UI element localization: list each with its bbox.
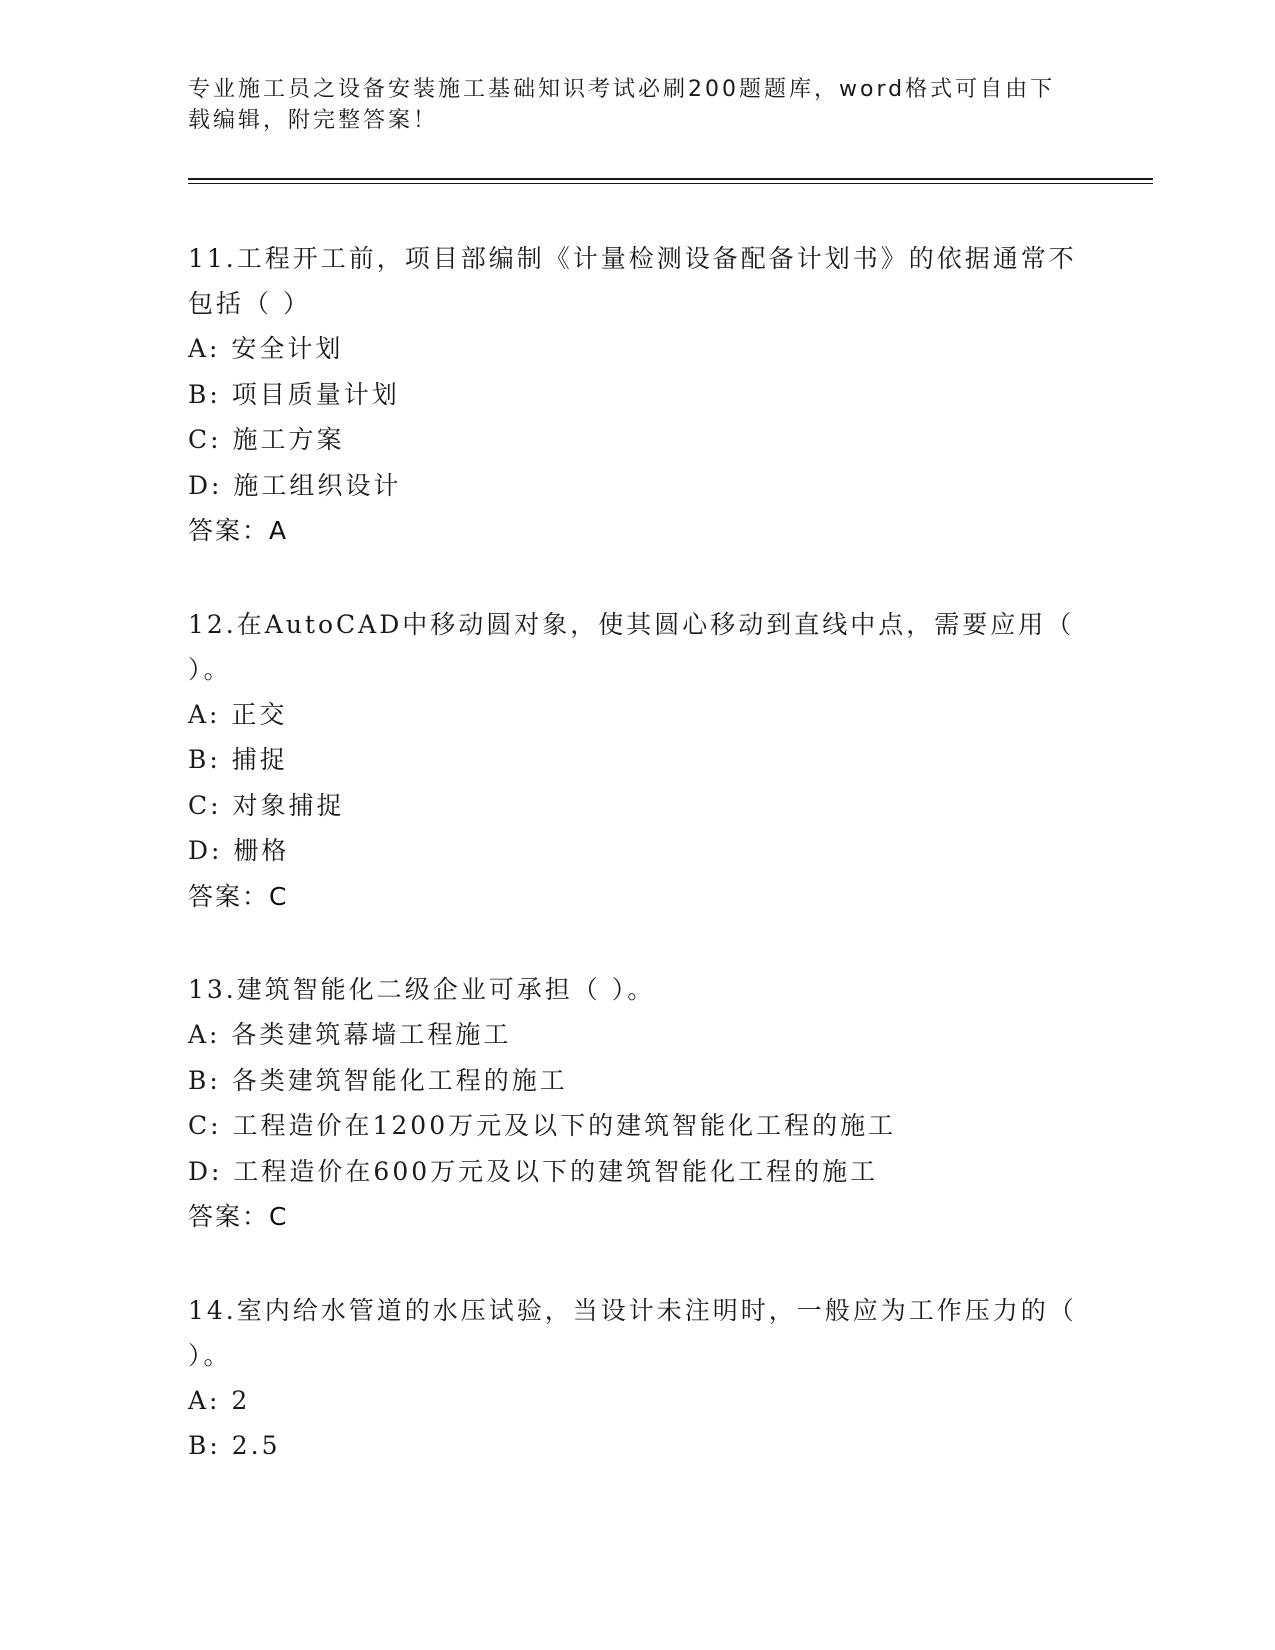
answer-line: 答案：C	[188, 881, 289, 911]
option-a: A: 正交	[188, 699, 288, 729]
question-12	[188, 602, 1088, 920]
question-11	[188, 236, 1088, 554]
header-divider-thin	[188, 183, 1153, 184]
option-d: D: 工程造价在600万元及以下的建筑智能化工程的施工	[188, 1156, 879, 1186]
question-list	[188, 236, 1088, 1469]
option-d: D: 施工组织设计	[188, 470, 402, 500]
question-stem: 12.在AutoCAD中移动圆对象，使其圆心移动到直线中点，需要应用（ ）。	[188, 609, 1075, 684]
option-a: A: 安全计划	[188, 334, 344, 363]
question-14	[188, 1288, 1088, 1469]
option-b: B: 各类建筑智能化工程的施工	[188, 1065, 568, 1095]
document-header: 专业施工员之设备安装施工基础知识考试必刷200题题库，word格式可自由下载编辑，附完整答案！	[188, 77, 1056, 133]
header-divider-thick	[188, 178, 1153, 180]
answer-line: 答案：A	[188, 516, 289, 545]
option-b: B: 2.5	[188, 1431, 281, 1460]
option-c: C: 施工方案	[188, 425, 345, 454]
question-stem: 13.建筑智能化二级企业可承担（ ）。	[188, 975, 656, 1004]
option-a: A: 各类建筑幕墙工程施工	[188, 1020, 512, 1049]
question-stem: 14.室内给水管道的水压试验，当设计未注明时，一般应为工作压力的（ ）。	[188, 1295, 1077, 1370]
option-c: C: 对象捕捉	[188, 790, 345, 820]
answer-line: 答案：C	[188, 1202, 289, 1231]
option-d: D: 栅格	[188, 836, 290, 865]
option-b: B: 捕捉	[188, 745, 288, 774]
question-13	[188, 967, 1088, 1240]
option-b: B: 项目质量计划	[188, 379, 400, 409]
question-stem: 11.工程开工前，项目部编制《计量检测设备配备计划书》的依据通常不包括（ ）	[188, 244, 1077, 318]
option-c: C: 工程造价在1200万元及以下的建筑智能化工程的施工	[188, 1111, 897, 1140]
option-a: A: 2	[188, 1385, 251, 1415]
